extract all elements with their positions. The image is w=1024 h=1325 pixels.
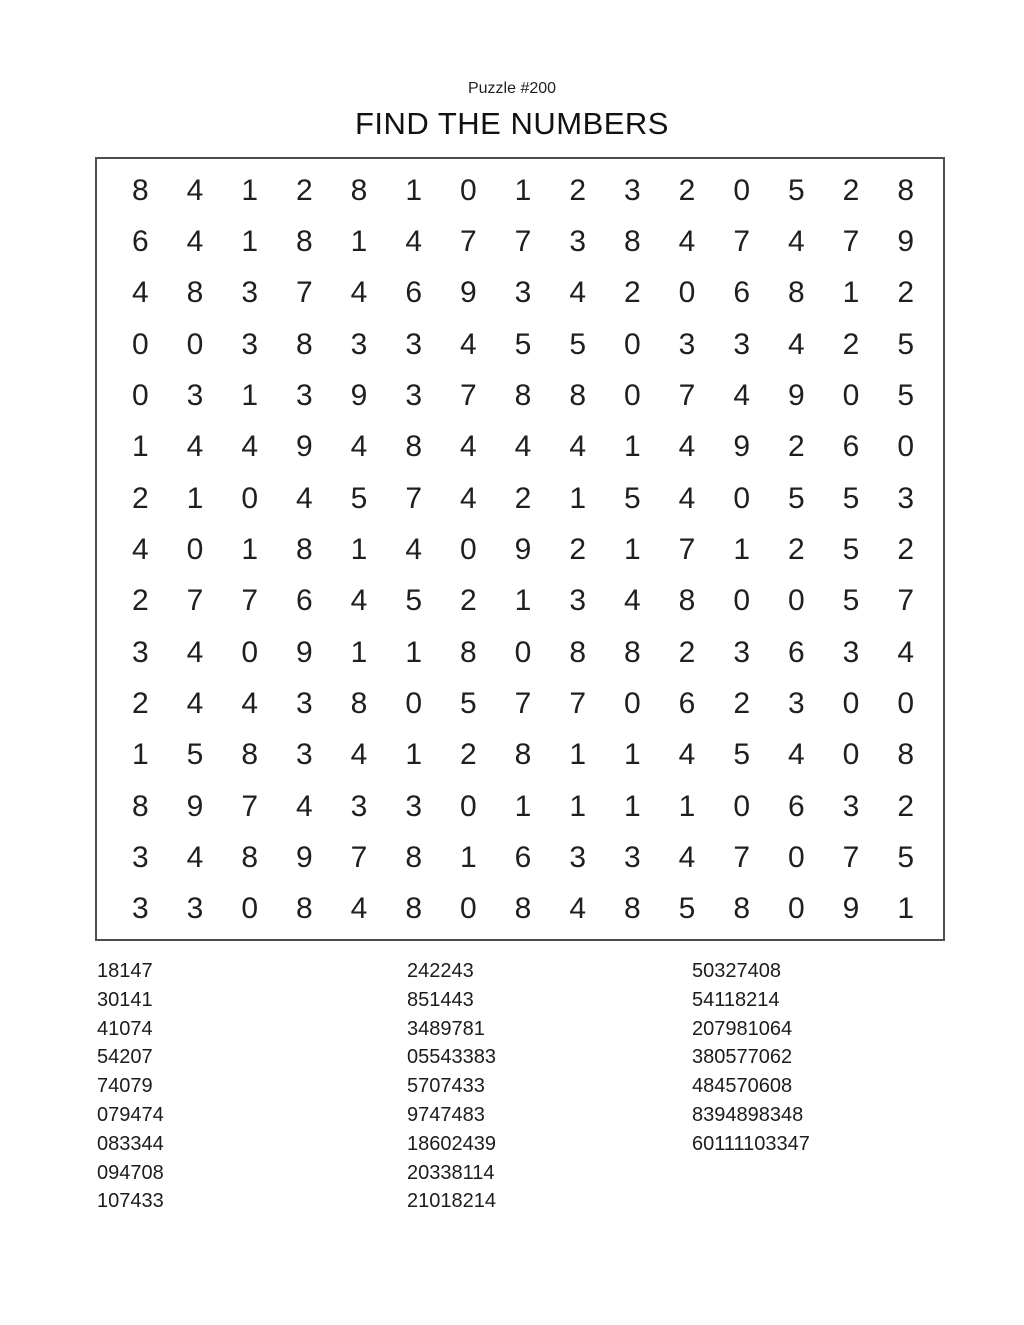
grid-digit: 7 xyxy=(842,224,860,258)
grid-digit: 8 xyxy=(897,738,914,772)
grid-digit: 7 xyxy=(514,686,532,720)
grid-digit: 2 xyxy=(623,276,641,310)
grid-digit: 1 xyxy=(514,789,532,823)
puzzle-number-label: Puzzle #200 xyxy=(467,80,557,97)
grid-digit: 7 xyxy=(459,378,477,412)
grid-digit: 4 xyxy=(295,789,313,823)
grid-digit: 7 xyxy=(569,686,586,720)
grid-digit: 2 xyxy=(897,276,914,310)
grid-digit: 8 xyxy=(678,584,696,618)
grid-digit: 4 xyxy=(295,481,313,515)
grid-digit: 5 xyxy=(842,481,860,515)
grid-digit: 2 xyxy=(295,173,313,207)
target-number-list-2 xyxy=(407,957,496,1216)
grid-digit: 1 xyxy=(623,789,641,823)
target-number: 41074 xyxy=(97,1017,153,1040)
target-number: 851443 xyxy=(407,988,474,1011)
grid-digit: 8 xyxy=(405,892,422,926)
grid-digit: 0 xyxy=(897,430,914,464)
grid-digit: 4 xyxy=(459,481,477,515)
grid-digit: 5 xyxy=(678,892,696,926)
grid-digit: 7 xyxy=(295,276,313,310)
grid-digit: 4 xyxy=(186,430,204,464)
grid-digit: 7 xyxy=(897,584,914,618)
grid-digit: 4 xyxy=(787,738,805,772)
grid-digit: 2 xyxy=(131,686,149,720)
target-number: 207981064 xyxy=(692,1017,793,1040)
grid-digit: 0 xyxy=(405,686,422,720)
target-number: 9747483 xyxy=(407,1103,485,1126)
grid-digit: 7 xyxy=(241,584,258,618)
grid-digit: 3 xyxy=(569,224,586,258)
grid-digit: 0 xyxy=(787,840,805,874)
grid-digit: 2 xyxy=(569,532,586,566)
grid-digit: 2 xyxy=(733,686,750,720)
grid-digit: 8 xyxy=(295,892,313,926)
grid-digit: 1 xyxy=(514,173,532,207)
grid-digit: 4 xyxy=(623,584,641,618)
grid-digit: 4 xyxy=(350,584,368,618)
grid-digit: 0 xyxy=(131,327,149,361)
grid-digit: 3 xyxy=(842,635,860,669)
grid-digit: 3 xyxy=(131,840,149,874)
grid-digit: 4 xyxy=(459,430,477,464)
grid-digit: 4 xyxy=(186,840,204,874)
grid-digit: 0 xyxy=(733,173,750,207)
grid-digit: 7 xyxy=(733,224,750,258)
grid-digit: 7 xyxy=(678,378,696,412)
grid-digit: 5 xyxy=(350,481,368,515)
grid-digit: 0 xyxy=(241,635,258,669)
grid-digit: 3 xyxy=(405,789,422,823)
grid-digit: 5 xyxy=(842,532,860,566)
grid-digit: 7 xyxy=(241,789,258,823)
grid-digit: 1 xyxy=(405,738,422,772)
grid-digit: 0 xyxy=(623,327,641,361)
grid-digit: 1 xyxy=(405,173,422,207)
grid-digit: 4 xyxy=(514,430,532,464)
target-number: 54118214 xyxy=(692,988,780,1011)
grid-digit: 3 xyxy=(842,789,860,823)
grid-digit: 2 xyxy=(842,327,860,361)
grid-digit: 0 xyxy=(131,378,149,412)
grid-digit: 4 xyxy=(405,224,422,258)
grid-digit: 4 xyxy=(241,430,258,464)
grid-digit: 1 xyxy=(131,430,149,464)
grid-digit: 2 xyxy=(514,481,532,515)
grid-digit: 9 xyxy=(514,532,532,566)
grid-digit: 1 xyxy=(241,532,258,566)
grid-digit: 2 xyxy=(678,173,696,207)
digit-search-grid xyxy=(95,157,945,941)
grid-digit: 5 xyxy=(569,327,586,361)
grid-digit: 4 xyxy=(678,224,696,258)
grid-digit: 0 xyxy=(459,789,477,823)
grid-digit: 9 xyxy=(842,892,860,926)
grid-digit: 1 xyxy=(623,532,641,566)
grid-digit: 9 xyxy=(295,430,313,464)
grid-digit: 3 xyxy=(131,635,149,669)
grid-digit: 8 xyxy=(241,738,258,772)
grid-digit: 1 xyxy=(241,224,258,258)
grid-digit: 6 xyxy=(787,635,805,669)
grid-digit: 9 xyxy=(733,430,750,464)
grid-digit: 3 xyxy=(733,635,750,669)
grid-digit: 8 xyxy=(514,892,532,926)
grid-digit: 3 xyxy=(405,327,422,361)
target-number: 05543383 xyxy=(407,1046,496,1069)
grid-digit: 0 xyxy=(186,327,204,361)
grid-digit: 7 xyxy=(405,481,422,515)
grid-digit: 3 xyxy=(295,738,313,772)
grid-digit: 3 xyxy=(295,378,313,412)
grid-digit: 1 xyxy=(350,532,368,566)
grid-digit: 8 xyxy=(131,173,149,207)
grid-digit: 1 xyxy=(241,173,258,207)
grid-digit: 4 xyxy=(569,430,586,464)
grid-digit: 0 xyxy=(842,738,860,772)
grid-digit: 3 xyxy=(623,840,641,874)
grid-digit: 8 xyxy=(405,430,422,464)
grid-digit: 8 xyxy=(787,276,805,310)
grid-digit: 4 xyxy=(350,892,368,926)
grid-digit: 7 xyxy=(678,532,696,566)
grid-digit: 0 xyxy=(623,378,641,412)
grid-digit: 8 xyxy=(295,327,313,361)
grid-digit: 7 xyxy=(842,840,860,874)
target-number: 5707433 xyxy=(407,1075,485,1098)
grid-digit: 8 xyxy=(733,892,750,926)
grid-digit: 8 xyxy=(295,224,313,258)
grid-digit: 8 xyxy=(514,738,532,772)
grid-digit: 1 xyxy=(569,481,586,515)
grid-digit: 2 xyxy=(897,532,914,566)
grid-digit: 5 xyxy=(787,481,805,515)
target-number: 50327408 xyxy=(692,960,781,982)
target-number: 484570608 xyxy=(692,1075,793,1098)
grid-digit: 8 xyxy=(241,840,258,874)
grid-digit: 0 xyxy=(897,686,914,720)
grid-digit: 7 xyxy=(186,584,204,618)
target-number: 54207 xyxy=(97,1046,153,1069)
grid-digit: 0 xyxy=(733,789,750,823)
grid-digit: 0 xyxy=(186,532,204,566)
grid-digit: 6 xyxy=(295,584,313,618)
grid-digit: 4 xyxy=(678,738,696,772)
grid-digit: 5 xyxy=(186,738,204,772)
grid-digit: 3 xyxy=(131,892,149,926)
grid-digit: 4 xyxy=(186,635,204,669)
grid-digit: 7 xyxy=(459,224,477,258)
grid-digit: 4 xyxy=(678,840,696,874)
target-number: 8394898348 xyxy=(692,1103,804,1126)
grid-digit: 9 xyxy=(897,224,914,258)
grid-digit: 4 xyxy=(350,430,368,464)
grid-digit: 8 xyxy=(350,686,368,720)
grid-digit: 1 xyxy=(842,276,860,310)
target-number: 30141 xyxy=(97,988,153,1011)
grid-digit: 8 xyxy=(459,635,477,669)
grid-digit: 1 xyxy=(241,378,258,412)
grid-digit: 2 xyxy=(459,584,477,618)
grid-digit: 8 xyxy=(897,173,914,207)
grid-digit: 2 xyxy=(131,584,149,618)
grid-digit: 3 xyxy=(350,789,368,823)
grid-digit: 1 xyxy=(186,481,204,515)
grid-digit: 7 xyxy=(733,840,750,874)
grid-digit: 1 xyxy=(514,584,532,618)
target-number: 60111103347 xyxy=(692,1132,810,1155)
grid-digit: 9 xyxy=(186,789,204,823)
grid-digit: 3 xyxy=(678,327,696,361)
grid-digit: 5 xyxy=(405,584,422,618)
grid-digit: 3 xyxy=(569,584,586,618)
grid-digit: 0 xyxy=(514,635,532,669)
grid-digit: 1 xyxy=(350,224,368,258)
grid-digit: 0 xyxy=(678,276,696,310)
grid-digit: 1 xyxy=(897,892,914,926)
grid-digit: 0 xyxy=(459,532,477,566)
grid-digit: 4 xyxy=(678,481,696,515)
grid-digit: 0 xyxy=(623,686,641,720)
target-number: 083344 xyxy=(97,1132,164,1155)
grid-digit: 2 xyxy=(131,481,149,515)
grid-digit: 4 xyxy=(186,686,204,720)
grid-digit: 4 xyxy=(131,532,149,566)
grid-digit: 5 xyxy=(514,327,532,361)
target-number: 107433 xyxy=(97,1190,164,1213)
grid-digit: 5 xyxy=(733,738,750,772)
grid-digit: 5 xyxy=(787,173,805,207)
grid-digit: 5 xyxy=(842,584,860,618)
grid-digit: 2 xyxy=(897,789,914,823)
grid-digit: 5 xyxy=(459,686,477,720)
grid-digit: 4 xyxy=(569,276,586,310)
target-number: 18602439 xyxy=(407,1132,496,1155)
grid-digit: 4 xyxy=(405,532,422,566)
grid-digit: 5 xyxy=(623,481,641,515)
grid-digit: 1 xyxy=(350,635,368,669)
grid-digit: 3 xyxy=(733,327,750,361)
grid-digit: 9 xyxy=(295,635,313,669)
grid-digit: 6 xyxy=(405,276,422,310)
grid-digit: 6 xyxy=(678,686,696,720)
grid-digit: 1 xyxy=(733,532,750,566)
grid-digit: 1 xyxy=(623,738,641,772)
grid-digit: 6 xyxy=(733,276,750,310)
grid-digit: 8 xyxy=(569,378,586,412)
grid-digit: 0 xyxy=(733,584,750,618)
grid-digit: 1 xyxy=(405,635,422,669)
grid-digit: 9 xyxy=(295,840,313,874)
grid-digit: 2 xyxy=(459,738,477,772)
grid-digit: 8 xyxy=(131,789,149,823)
grid-digit: 3 xyxy=(623,173,641,207)
grid-digit: 1 xyxy=(569,789,586,823)
grid-digit: 5 xyxy=(897,840,914,874)
grid-digit: 1 xyxy=(131,738,149,772)
grid-digit: 4 xyxy=(459,327,477,361)
target-number: 380577062 xyxy=(692,1046,793,1069)
grid-digit: 4 xyxy=(787,327,805,361)
grid-digit: 3 xyxy=(569,840,586,874)
grid-digit: 2 xyxy=(787,430,805,464)
grid-digit: 4 xyxy=(241,686,258,720)
grid-digit: 3 xyxy=(241,327,258,361)
grid-digit: 0 xyxy=(241,481,258,515)
grid-digit: 4 xyxy=(733,378,750,412)
grid-digit: 6 xyxy=(514,840,532,874)
grid-digit: 8 xyxy=(350,173,368,207)
target-number: 242243 xyxy=(407,960,474,982)
grid-digit: 2 xyxy=(787,532,805,566)
grid-digit: 1 xyxy=(459,840,477,874)
target-number-list-3 xyxy=(692,957,810,1159)
grid-digit: 8 xyxy=(569,635,586,669)
target-number: 18147 xyxy=(97,960,153,982)
grid-digit: 2 xyxy=(569,173,586,207)
grid-digit: 3 xyxy=(405,378,422,412)
grid-digit: 1 xyxy=(623,430,641,464)
grid-digit: 4 xyxy=(186,224,204,258)
grid-digit: 9 xyxy=(459,276,477,310)
grid-digit: 8 xyxy=(623,892,641,926)
grid-digit: 3 xyxy=(241,276,258,310)
grid-digit: 8 xyxy=(623,224,641,258)
grid-digit: 3 xyxy=(295,686,313,720)
grid-digit: 0 xyxy=(787,584,805,618)
target-number: 74079 xyxy=(97,1075,153,1098)
grid-digit: 1 xyxy=(678,789,696,823)
grid-digit: 0 xyxy=(241,892,258,926)
grid-digit: 4 xyxy=(350,276,368,310)
grid-digit: 5 xyxy=(897,327,914,361)
grid-digit: 7 xyxy=(350,840,368,874)
target-number: 3489781 xyxy=(407,1017,485,1040)
grid-digit: 4 xyxy=(186,173,204,207)
grid-digit: 3 xyxy=(897,481,914,515)
grid-digit: 4 xyxy=(131,276,149,310)
grid-digit: 8 xyxy=(295,532,313,566)
grid-digit: 4 xyxy=(897,635,914,669)
grid-digit: 9 xyxy=(350,378,368,412)
page-title: FIND THE NUMBERS xyxy=(354,106,669,141)
target-number: 21018214 xyxy=(407,1190,496,1213)
grid-digit: 8 xyxy=(186,276,204,310)
grid-digit: 5 xyxy=(897,378,914,412)
grid-digit: 4 xyxy=(787,224,805,258)
grid-digit: 8 xyxy=(514,378,532,412)
grid-digit: 8 xyxy=(623,635,641,669)
target-number: 20338114 xyxy=(407,1161,495,1184)
grid-digit: 4 xyxy=(678,430,696,464)
target-number-list-1 xyxy=(97,957,164,1216)
grid-digit: 0 xyxy=(459,892,477,926)
target-number: 079474 xyxy=(97,1103,164,1126)
grid-digit: 2 xyxy=(678,635,696,669)
grid-digit: 6 xyxy=(131,224,149,258)
target-number: 094708 xyxy=(97,1161,164,1184)
grid-digit: 2 xyxy=(842,173,860,207)
grid-digit: 9 xyxy=(787,378,805,412)
grid-digit: 8 xyxy=(405,840,422,874)
grid-digit: 3 xyxy=(787,686,805,720)
grid-digit: 3 xyxy=(186,892,204,926)
grid-digit: 4 xyxy=(350,738,368,772)
grid-digit: 4 xyxy=(569,892,586,926)
grid-digit: 3 xyxy=(350,327,368,361)
grid-digit: 6 xyxy=(787,789,805,823)
grid-digit: 0 xyxy=(733,481,750,515)
grid-digit: 7 xyxy=(514,224,532,258)
grid-digit: 3 xyxy=(514,276,532,310)
grid-digit: 6 xyxy=(842,430,860,464)
grid-digit: 0 xyxy=(459,173,477,207)
grid-digit: 1 xyxy=(569,738,586,772)
grid-digit: 0 xyxy=(842,378,860,412)
grid-digit: 0 xyxy=(787,892,805,926)
grid-digit: 3 xyxy=(186,378,204,412)
grid-digit: 0 xyxy=(842,686,860,720)
